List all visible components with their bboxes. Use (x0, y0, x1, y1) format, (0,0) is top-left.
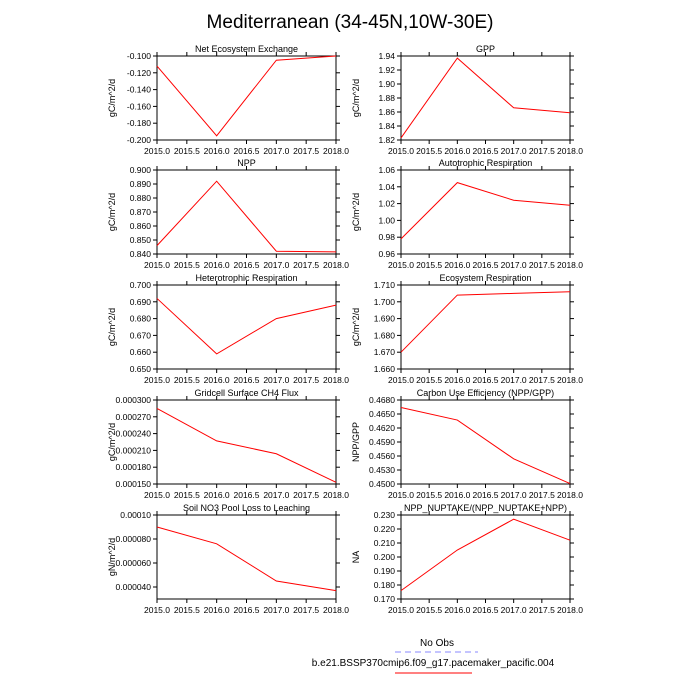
y-tick-label: 0.4650 (369, 409, 395, 419)
x-tick-label: 2016.0 (444, 375, 471, 385)
y-tick-label: 1.670 (373, 347, 395, 358)
y-tick-label: 1.690 (373, 313, 395, 324)
y-tick-label: 0.4590 (369, 437, 395, 447)
y-tick-label: 0.4620 (369, 423, 395, 433)
series-line (157, 56, 336, 136)
y-axis-label: gC/m^2/d (107, 78, 117, 118)
x-tick-label: 2017.0 (263, 605, 290, 615)
y-axis-label: gC/m^2/d (351, 192, 361, 232)
x-tick-label: 2016.0 (203, 605, 230, 615)
x-tick-label: 2016.0 (203, 375, 230, 385)
x-tick-label: 2018.0 (323, 260, 349, 270)
x-tick-label: 2017.5 (293, 375, 320, 385)
x-tick-label: 2017.5 (293, 260, 320, 270)
y-axis-label: NA (351, 550, 361, 564)
y-tick-label: 1.94 (378, 51, 395, 61)
y-tick-label: 0.680 (129, 313, 151, 324)
x-tick-label: 2017.0 (500, 375, 527, 385)
x-tick-label: 2016.5 (472, 146, 499, 156)
y-tick-label: 0.170 (373, 594, 395, 604)
x-tick-label: 2017.0 (500, 605, 527, 615)
y-tick-label: 1.86 (378, 107, 395, 117)
x-tick-label: 2015.0 (388, 605, 414, 615)
plot-frame (157, 170, 336, 254)
x-tick-label: 2016.0 (444, 260, 471, 270)
x-tick-label: 2017.0 (263, 146, 290, 156)
y-tick-label: 0.4680 (369, 395, 395, 405)
x-tick-label: 2015.5 (173, 146, 200, 156)
y-tick-label: 0.870 (129, 207, 151, 217)
y-tick-label: 0.880 (129, 193, 151, 203)
x-tick-label: 2015.5 (416, 375, 443, 385)
x-tick-label: 2015.0 (388, 260, 414, 270)
y-tick-label: 0.4530 (369, 465, 395, 475)
x-tick-label: 2016.5 (233, 605, 260, 615)
panel-title: Gridcell Surface CH4 Flux (194, 388, 299, 398)
y-tick-label: 1.710 (373, 280, 395, 290)
x-tick-label: 2018.0 (557, 375, 583, 385)
plot-frame (401, 56, 570, 140)
y-tick-label: 0.000300 (115, 395, 151, 405)
x-tick-label: 2016.0 (444, 146, 471, 156)
x-tick-label: 2016.0 (203, 260, 230, 270)
y-tick-label: 0.000060 (115, 558, 151, 568)
y-tick-label: 1.06 (378, 165, 395, 175)
y-tick-label: -0.100 (126, 51, 151, 61)
y-tick-label: 1.00 (378, 215, 395, 226)
y-tick-label: 0.4560 (369, 451, 395, 461)
panel-2 (107, 158, 349, 270)
series-line (157, 181, 336, 252)
y-axis-label: gC/m^2/d (351, 307, 361, 347)
x-tick-label: 2017.5 (528, 490, 555, 500)
x-tick-label: 2016.5 (472, 260, 499, 270)
x-tick-label: 2015.0 (144, 605, 170, 615)
y-tick-label: 0.850 (129, 235, 151, 245)
figure-title: Mediterranean (34-45N,10W-30E) (206, 12, 494, 33)
y-tick-label: 0.190 (373, 566, 395, 576)
x-tick-label: 2015.0 (388, 146, 414, 156)
x-tick-label: 2017.5 (528, 146, 555, 156)
panel-title: Soil NO3 Pool Loss to Leaching (182, 503, 311, 513)
x-tick-label: 2015.5 (173, 375, 200, 385)
x-tick-label: 2017.0 (500, 146, 527, 156)
y-tick-label: 0.000040 (115, 582, 151, 592)
y-tick-label: -0.140 (126, 84, 151, 95)
series-line (157, 527, 336, 591)
x-tick-label: 2017.5 (293, 490, 320, 500)
y-tick-label: 0.230 (373, 510, 395, 520)
x-tick-label: 2015.0 (144, 490, 170, 500)
panel-8 (107, 503, 349, 615)
x-tick-label: 2016.0 (203, 490, 230, 500)
y-tick-label: 0.220 (373, 524, 395, 534)
x-tick-label: 2017.0 (263, 375, 290, 385)
y-tick-label: 1.680 (373, 330, 395, 341)
y-tick-label: 0.000240 (115, 428, 151, 439)
series-line (401, 407, 570, 483)
x-tick-label: 2018.0 (323, 146, 349, 156)
legend-model-label: b.e21.BSSP370cmip6.f09_g17.pacemaker_pacific.004 (311, 658, 555, 669)
y-tick-label: 1.82 (378, 135, 395, 145)
x-tick-label: 2016.0 (444, 490, 471, 500)
panel-4 (107, 273, 349, 385)
x-tick-label: 2018.0 (323, 375, 349, 385)
panel-1 (351, 44, 583, 156)
x-tick-label: 2016.5 (472, 375, 499, 385)
x-tick-label: 2016.5 (233, 375, 260, 385)
y-tick-label: 0.00010 (120, 510, 151, 520)
y-tick-label: 0.860 (129, 221, 151, 231)
y-tick-label: -0.180 (126, 118, 151, 129)
panel-9 (351, 503, 583, 615)
x-tick-label: 2018.0 (557, 260, 583, 270)
x-tick-label: 2017.0 (500, 260, 527, 270)
y-axis-label: gC/m^2/d (107, 422, 117, 462)
x-tick-label: 2015.5 (416, 146, 443, 156)
panel-3 (351, 158, 583, 270)
panel-5 (351, 273, 583, 385)
y-tick-label: 0.000180 (115, 462, 151, 473)
panel-0 (107, 44, 349, 156)
x-tick-label: 2018.0 (557, 490, 583, 500)
x-tick-label: 2015.5 (173, 605, 200, 615)
y-tick-label: 0.180 (373, 580, 395, 590)
y-axis-label: NPP/GPP (351, 421, 361, 463)
series-line (401, 58, 570, 138)
y-tick-label: 0.000210 (115, 445, 151, 456)
y-axis-label: gC/m^2/d (107, 192, 117, 232)
plot-frame (157, 285, 336, 369)
x-tick-label: 2015.5 (173, 260, 200, 270)
x-tick-label: 2017.5 (528, 605, 555, 615)
y-tick-label: 0.210 (373, 538, 395, 548)
y-tick-label: 0.670 (129, 330, 151, 341)
y-tick-label: 0.98 (378, 232, 395, 243)
series-line (401, 519, 570, 590)
series-line (401, 292, 570, 352)
x-tick-label: 2016.5 (233, 490, 260, 500)
panel-title: NPP_NUPTAKE/(NPP_NUPTAKE+NPP) (404, 503, 567, 513)
y-tick-label: 1.90 (378, 79, 395, 89)
y-tick-label: -0.160 (126, 101, 151, 112)
plot-frame (401, 400, 570, 484)
y-tick-label: 1.84 (378, 121, 395, 131)
panel-title: Ecosystem Respiration (439, 273, 532, 283)
y-axis-label: gC/m^2/d (351, 78, 361, 118)
x-tick-label: 2015.5 (416, 490, 443, 500)
x-tick-label: 2016.5 (472, 490, 499, 500)
x-tick-label: 2016.5 (472, 605, 499, 615)
legend-obs-label: No Obs (420, 638, 454, 649)
x-tick-label: 2015.5 (416, 605, 443, 615)
y-tick-label: 0.000270 (115, 411, 151, 422)
panel-title: NPP (237, 158, 256, 168)
x-tick-label: 2017.0 (500, 490, 527, 500)
y-tick-label: 0.900 (129, 165, 151, 175)
y-axis-label: gN/m^2/d (107, 537, 117, 577)
y-tick-label: 0.000150 (115, 479, 151, 489)
y-tick-label: 0.690 (129, 296, 151, 307)
y-tick-label: 0.660 (129, 347, 151, 358)
y-tick-label: 0.200 (373, 552, 395, 562)
panel-title: GPP (475, 44, 496, 54)
y-tick-label: 1.88 (378, 93, 395, 103)
y-tick-label: 0.700 (129, 280, 151, 290)
y-axis-label: gC/m^2/d (107, 307, 117, 347)
x-tick-label: 2017.0 (263, 260, 290, 270)
plot-frame (401, 170, 570, 254)
series-line (401, 183, 570, 239)
x-tick-label: 2018.0 (323, 490, 349, 500)
y-tick-label: 1.660 (373, 364, 395, 374)
panel-6 (107, 388, 349, 500)
x-tick-label: 2015.0 (144, 260, 170, 270)
panel-title: Net Ecosystem Exchange (194, 44, 299, 54)
y-tick-label: 0.96 (378, 249, 395, 259)
panel-title: Autotrophic Respiration (438, 158, 533, 168)
y-tick-label: 1.04 (378, 181, 395, 192)
x-tick-label: 2015.0 (144, 375, 170, 385)
panel-title: Carbon Use Efficiency (NPP/GPP) (416, 388, 555, 398)
x-tick-label: 2017.5 (293, 605, 320, 615)
x-tick-label: 2017.5 (528, 375, 555, 385)
y-tick-label: -0.120 (126, 67, 151, 78)
x-tick-label: 2016.5 (233, 146, 260, 156)
x-tick-label: 2018.0 (557, 605, 583, 615)
x-tick-label: 2015.5 (173, 490, 200, 500)
x-tick-label: 2015.5 (416, 260, 443, 270)
y-tick-label: 1.92 (378, 65, 395, 75)
y-tick-label: -0.200 (126, 135, 151, 145)
x-tick-label: 2016.0 (203, 146, 230, 156)
x-tick-label: 2015.0 (388, 375, 414, 385)
x-tick-label: 2017.5 (293, 146, 320, 156)
x-tick-label: 2017.5 (528, 260, 555, 270)
plot-frame (157, 400, 336, 484)
x-tick-label: 2018.0 (323, 605, 349, 615)
series-line (157, 408, 336, 482)
y-tick-label: 0.4500 (369, 479, 395, 489)
x-tick-label: 2015.0 (388, 490, 414, 500)
panel-title: Heterotrophic Respiration (195, 273, 298, 283)
y-tick-label: 1.02 (378, 198, 395, 209)
x-tick-label: 2015.0 (144, 146, 170, 156)
y-tick-label: 0.650 (129, 364, 151, 374)
x-tick-label: 2018.0 (557, 146, 583, 156)
panel-7 (351, 388, 583, 500)
plot-frame (401, 515, 570, 599)
x-tick-label: 2016.5 (233, 260, 260, 270)
x-tick-label: 2017.0 (263, 490, 290, 500)
series-line (157, 298, 336, 353)
y-tick-label: 0.890 (129, 179, 151, 189)
y-tick-label: 0.000080 (115, 534, 151, 544)
y-tick-label: 0.840 (129, 249, 151, 259)
y-tick-label: 1.700 (373, 296, 395, 307)
x-tick-label: 2016.0 (444, 605, 471, 615)
